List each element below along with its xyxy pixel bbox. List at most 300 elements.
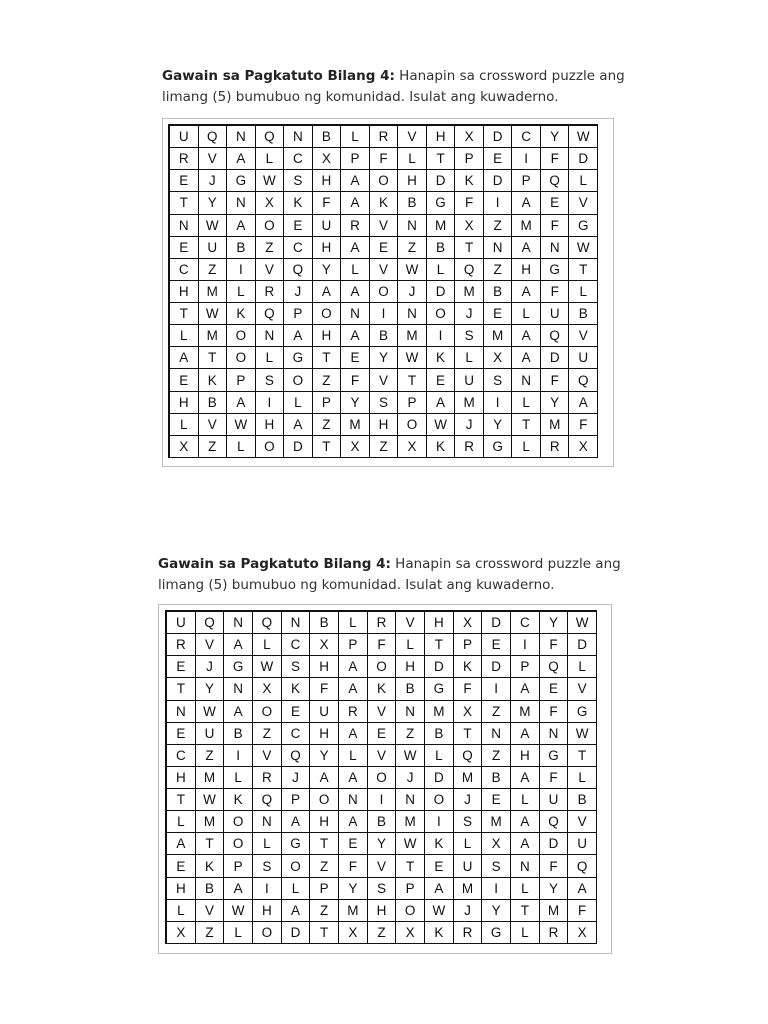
grid-cell: L xyxy=(568,767,597,789)
grid-cell: I xyxy=(511,634,540,656)
grid-cell: Y xyxy=(199,192,228,214)
grid-cell: A xyxy=(511,811,540,833)
grid-cell: O xyxy=(398,414,427,436)
grid-cell: N xyxy=(284,126,313,148)
grid-cell: P xyxy=(310,878,339,900)
grid-cell: O xyxy=(256,215,285,237)
grid-cell: Z xyxy=(398,237,427,259)
grid-cell: V xyxy=(253,745,282,767)
grid-cell: H xyxy=(425,612,454,634)
grid-cell: C xyxy=(282,723,311,745)
grid-cell: I xyxy=(484,392,513,414)
grid-cell: L xyxy=(512,436,541,458)
grid-cell: Y xyxy=(339,878,368,900)
grid-cell: G xyxy=(427,192,456,214)
grid-cell: V xyxy=(370,215,399,237)
grid-cell: R xyxy=(256,281,285,303)
grid-cell: G xyxy=(224,656,253,678)
grid-cell: E xyxy=(425,855,454,877)
grid-cell: J xyxy=(396,767,425,789)
grid-cell: W xyxy=(396,745,425,767)
grid-cell: D xyxy=(427,281,456,303)
grid-cell: Z xyxy=(484,259,513,281)
grid-cell: V xyxy=(368,745,397,767)
grid-cell: P xyxy=(284,303,313,325)
grid-cell: A xyxy=(512,237,541,259)
grid-cell: L xyxy=(398,148,427,170)
grid-cell: F xyxy=(540,701,569,723)
grid-cell: W xyxy=(199,215,228,237)
grid-cell: T xyxy=(396,855,425,877)
grid-cell: T xyxy=(427,148,456,170)
grid-cell: A xyxy=(339,723,368,745)
grid-cell: P xyxy=(396,878,425,900)
grid-cell: X xyxy=(398,436,427,458)
grid-cell: W xyxy=(196,789,225,811)
grid-cell: W xyxy=(227,414,256,436)
grid-cell: O xyxy=(310,789,339,811)
grid-cell: M xyxy=(341,414,370,436)
grid-cell: F xyxy=(540,634,569,656)
grid-cell: H xyxy=(313,237,342,259)
grid-cell: K xyxy=(196,855,225,877)
grid-cell: N xyxy=(511,855,540,877)
grid-cell: G xyxy=(425,678,454,700)
grid-cell: H xyxy=(313,325,342,347)
grid-cell: M xyxy=(482,811,511,833)
grid-cell: A xyxy=(569,392,598,414)
grid-cell: B xyxy=(368,811,397,833)
word-search-grid xyxy=(168,124,598,458)
grid-cell: A xyxy=(284,325,313,347)
grid-cell: W xyxy=(568,612,597,634)
grid-cell: S xyxy=(454,811,483,833)
grid-cell: F xyxy=(541,215,570,237)
grid-cell: H xyxy=(511,745,540,767)
grid-cell: J xyxy=(455,414,484,436)
grid-cell: D xyxy=(425,767,454,789)
grid-cell: Q xyxy=(540,656,569,678)
grid-cell: M xyxy=(396,811,425,833)
grid-cell: N xyxy=(253,811,282,833)
grid-cell: S xyxy=(253,855,282,877)
grid-cell: E xyxy=(284,215,313,237)
grid-cell: U xyxy=(199,237,228,259)
grid-cell: W xyxy=(224,900,253,922)
grid-cell: H xyxy=(398,170,427,192)
grid-cell: C xyxy=(284,237,313,259)
grid-cell: D xyxy=(540,833,569,855)
grid-cell: D xyxy=(541,347,570,369)
grid-cell: Y xyxy=(540,612,569,634)
grid-cell: T xyxy=(398,369,427,391)
grid-cell: A xyxy=(339,656,368,678)
grid-cell: J xyxy=(398,281,427,303)
grid-cell: M xyxy=(196,767,225,789)
grid-cell: X xyxy=(454,612,483,634)
grid-cell: E xyxy=(482,789,511,811)
grid-cell: I xyxy=(427,325,456,347)
grid-cell: Z xyxy=(396,723,425,745)
grid-cell: L xyxy=(170,325,199,347)
grid-cell: G xyxy=(482,922,511,944)
grid-cell: X xyxy=(341,436,370,458)
grid-cell: D xyxy=(282,922,311,944)
grid-cell: L xyxy=(167,900,196,922)
grid-cell: V xyxy=(370,369,399,391)
grid-cell: H xyxy=(427,126,456,148)
grid-cell: P xyxy=(339,634,368,656)
grid-cell: X xyxy=(569,436,598,458)
grid-cell: L xyxy=(427,259,456,281)
grid-cell: L xyxy=(569,170,598,192)
grid-cell: L xyxy=(341,259,370,281)
grid-cell: H xyxy=(396,656,425,678)
grid-cell: X xyxy=(568,922,597,944)
grid-cell: Y xyxy=(484,414,513,436)
grid-cell: A xyxy=(427,392,456,414)
grid-cell: U xyxy=(313,215,342,237)
grid-cell: A xyxy=(339,678,368,700)
grid-cell: O xyxy=(313,303,342,325)
grid-cell: F xyxy=(541,148,570,170)
grid-cell: K xyxy=(454,656,483,678)
grid-cell: C xyxy=(512,126,541,148)
grid-cell: T xyxy=(455,237,484,259)
grid-cell: U xyxy=(454,855,483,877)
grid-cell: E xyxy=(370,237,399,259)
grid-cell: A xyxy=(341,325,370,347)
grid-cell: A xyxy=(512,347,541,369)
grid-cell: Y xyxy=(310,745,339,767)
grid-cell: O xyxy=(396,900,425,922)
grid-cell: T xyxy=(568,745,597,767)
grid-cell: L xyxy=(425,745,454,767)
grid-cell: O xyxy=(253,922,282,944)
grid-cell: T xyxy=(454,723,483,745)
grid-cell: W xyxy=(396,833,425,855)
grid-cell: Q xyxy=(256,126,285,148)
grid-cell: U xyxy=(170,126,199,148)
grid-cell: T xyxy=(170,303,199,325)
grid-cell: L xyxy=(256,347,285,369)
grid-cell: N xyxy=(512,369,541,391)
grid-cell: H xyxy=(310,811,339,833)
grid-cell: T xyxy=(199,347,228,369)
grid-cell: W xyxy=(569,237,598,259)
grid-cell: K xyxy=(427,347,456,369)
grid-cell: S xyxy=(284,170,313,192)
grid-cell: F xyxy=(541,281,570,303)
grid-cell: Z xyxy=(199,436,228,458)
grid-cell: M xyxy=(199,325,228,347)
grid-cell: E xyxy=(339,833,368,855)
grid-cell: V xyxy=(569,325,598,347)
grid-cell: Q xyxy=(455,259,484,281)
grid-cell: V xyxy=(396,612,425,634)
grid-cell: Q xyxy=(569,369,598,391)
grid-cell: Z xyxy=(368,922,397,944)
grid-cell: O xyxy=(425,789,454,811)
grid-cell: A xyxy=(224,701,253,723)
grid-cell: A xyxy=(284,414,313,436)
grid-cell: G xyxy=(227,170,256,192)
grid-cell: Y xyxy=(313,259,342,281)
grid-cell: R xyxy=(540,922,569,944)
grid-cell: T xyxy=(310,833,339,855)
grid-cell: S xyxy=(256,369,285,391)
grid-cell: I xyxy=(368,789,397,811)
grid-cell: A xyxy=(512,281,541,303)
grid-cell: P xyxy=(398,392,427,414)
grid-cell: Z xyxy=(256,237,285,259)
grid-cell: L xyxy=(511,789,540,811)
grid-cell: X xyxy=(256,192,285,214)
instruction-text: Hanapin sa crossword puzzle ang xyxy=(394,68,625,84)
grid-cell: N xyxy=(482,723,511,745)
grid-cell: M xyxy=(541,414,570,436)
grid-cell: A xyxy=(568,878,597,900)
grid-cell: K xyxy=(284,192,313,214)
grid-cell: A xyxy=(310,767,339,789)
grid-cell: K xyxy=(370,192,399,214)
grid-cell: L xyxy=(455,347,484,369)
grid-cell: K xyxy=(224,789,253,811)
grid-cell: B xyxy=(196,878,225,900)
grid-cell: E xyxy=(541,192,570,214)
grid-cell: N xyxy=(398,215,427,237)
grid-cell: V xyxy=(256,259,285,281)
instruction-line-2: limang (5) bumubuo ng komunidad. Isulat ang kuwaderno. xyxy=(162,89,559,105)
grid-cell: M xyxy=(398,325,427,347)
grid-cell: Z xyxy=(196,745,225,767)
grid-cell: A xyxy=(341,281,370,303)
grid-cell: O xyxy=(227,325,256,347)
grid-cell: M xyxy=(339,900,368,922)
grid-cell: E xyxy=(482,634,511,656)
grid-cell: F xyxy=(310,678,339,700)
grid-cell: E xyxy=(167,855,196,877)
grid-cell: L xyxy=(511,922,540,944)
grid-cell: T xyxy=(167,678,196,700)
grid-cell: L xyxy=(227,281,256,303)
grid-cell: R xyxy=(370,126,399,148)
grid-cell: Y xyxy=(540,878,569,900)
grid-cell: Q xyxy=(568,855,597,877)
grid-cell: T xyxy=(313,347,342,369)
grid-cell: N xyxy=(541,237,570,259)
grid-cell: V xyxy=(568,678,597,700)
instruction-text: Hanapin sa crossword puzzle ang xyxy=(390,556,621,572)
grid-cell: N xyxy=(398,303,427,325)
grid-cell: E xyxy=(167,723,196,745)
grid-cell: P xyxy=(224,855,253,877)
grid-cell: L xyxy=(512,303,541,325)
grid-cell: C xyxy=(282,634,311,656)
grid-cell: T xyxy=(310,922,339,944)
grid-cell: A xyxy=(341,170,370,192)
grid-cell: N xyxy=(170,215,199,237)
grid-cell: Y xyxy=(541,126,570,148)
grid-cell: M xyxy=(425,701,454,723)
grid-cell: X xyxy=(396,922,425,944)
grid-cell: L xyxy=(284,392,313,414)
grid-cell: B xyxy=(425,723,454,745)
grid-cell: K xyxy=(455,170,484,192)
grid-cell: L xyxy=(339,612,368,634)
grid-cell: Q xyxy=(253,789,282,811)
grid-cell: P xyxy=(341,148,370,170)
grid-cell: G xyxy=(284,347,313,369)
grid-cell: H xyxy=(167,878,196,900)
grid-cell: R xyxy=(167,634,196,656)
grid-cell: W xyxy=(398,347,427,369)
grid-cell: M xyxy=(455,392,484,414)
grid-cell: A xyxy=(170,347,199,369)
grid-cell: B xyxy=(199,392,228,414)
grid-cell: E xyxy=(427,369,456,391)
grid-cell: O xyxy=(370,170,399,192)
grid-cell: Y xyxy=(541,392,570,414)
grid-cell: Q xyxy=(454,745,483,767)
grid-cell: L xyxy=(253,833,282,855)
grid-cell: H xyxy=(370,414,399,436)
grid-cell: Z xyxy=(313,369,342,391)
grid-cell: G xyxy=(282,833,311,855)
grid-cell: H xyxy=(167,767,196,789)
grid-cell: N xyxy=(167,701,196,723)
grid-cell: S xyxy=(455,325,484,347)
grid-cell: Q xyxy=(253,612,282,634)
grid-cell: C xyxy=(284,148,313,170)
grid-cell: F xyxy=(370,148,399,170)
grid-cell: A xyxy=(341,192,370,214)
grid-cell: F xyxy=(540,855,569,877)
grid-cell: X xyxy=(454,701,483,723)
grid-cell: B xyxy=(569,303,598,325)
grid-cell: T xyxy=(512,414,541,436)
grid-cell: C xyxy=(170,259,199,281)
grid-cell: B xyxy=(313,126,342,148)
grid-cell: A xyxy=(224,634,253,656)
grid-cell: V xyxy=(196,900,225,922)
grid-cell: S xyxy=(368,878,397,900)
grid-cell: A xyxy=(512,192,541,214)
grid-cell: O xyxy=(368,767,397,789)
grid-cell: F xyxy=(313,192,342,214)
grid-cell: O xyxy=(224,811,253,833)
grid-cell: V xyxy=(370,259,399,281)
grid-cell: I xyxy=(482,678,511,700)
grid-cell: A xyxy=(511,767,540,789)
grid-cell: N xyxy=(224,678,253,700)
grid-cell: H xyxy=(170,281,199,303)
grid-cell: F xyxy=(568,900,597,922)
grid-cell: B xyxy=(482,767,511,789)
grid-cell: S xyxy=(370,392,399,414)
grid-cell: W xyxy=(256,170,285,192)
grid-cell: V xyxy=(199,414,228,436)
grid-cell: B xyxy=(224,723,253,745)
grid-cell: N xyxy=(282,612,311,634)
grid-cell: U xyxy=(568,833,597,855)
grid-cell: O xyxy=(284,369,313,391)
grid-cell: Y xyxy=(370,347,399,369)
grid-cell: U xyxy=(455,369,484,391)
grid-cell: Q xyxy=(541,325,570,347)
grid-cell: V xyxy=(196,634,225,656)
grid-cell: L xyxy=(454,833,483,855)
grid-cell: I xyxy=(482,878,511,900)
grid-cell: X xyxy=(482,833,511,855)
grid-cell: C xyxy=(511,612,540,634)
grid-cell: L xyxy=(512,392,541,414)
grid-cell: Z xyxy=(199,259,228,281)
grid-cell: U xyxy=(569,347,598,369)
grid-cell: M xyxy=(199,281,228,303)
grid-cell: R xyxy=(368,612,397,634)
grid-cell: A xyxy=(282,900,311,922)
grid-cell: I xyxy=(484,192,513,214)
activity-title: Gawain sa Pagkatuto Bilang 4: xyxy=(162,68,395,84)
grid-cell: M xyxy=(455,281,484,303)
grid-cell: O xyxy=(368,656,397,678)
grid-cell: X xyxy=(167,922,196,944)
grid-cell: Q xyxy=(541,170,570,192)
grid-cell: O xyxy=(227,347,256,369)
grid-cell: V xyxy=(199,148,228,170)
grid-cell: H xyxy=(368,900,397,922)
grid-cell: A xyxy=(282,811,311,833)
grid-cell: I xyxy=(370,303,399,325)
grid-cell: H xyxy=(313,170,342,192)
grid-cell: B xyxy=(484,281,513,303)
grid-cell: G xyxy=(540,745,569,767)
grid-cell: C xyxy=(167,745,196,767)
grid-cell: W xyxy=(425,900,454,922)
grid-cell: U xyxy=(540,789,569,811)
grid-cell: M xyxy=(512,215,541,237)
grid-cell: J xyxy=(282,767,311,789)
grid-cell: K xyxy=(425,833,454,855)
grid-cell: M xyxy=(511,701,540,723)
grid-cell: Y xyxy=(482,900,511,922)
grid-cell: L xyxy=(224,922,253,944)
grid-cell: N xyxy=(339,789,368,811)
grid-cell: J xyxy=(199,170,228,192)
grid-cell: T xyxy=(313,436,342,458)
grid-cell: T xyxy=(511,900,540,922)
grid-cell: N xyxy=(396,789,425,811)
grid-cell: M xyxy=(484,325,513,347)
grid-cell: G xyxy=(541,259,570,281)
grid-cell: Z xyxy=(482,745,511,767)
grid-cell: Q xyxy=(196,612,225,634)
grid-cell: Y xyxy=(341,392,370,414)
grid-cell: W xyxy=(569,126,598,148)
grid-cell: E xyxy=(167,656,196,678)
grid-cell: E xyxy=(170,170,199,192)
grid-cell: L xyxy=(282,878,311,900)
grid-cell: Q xyxy=(540,811,569,833)
grid-cell: F xyxy=(455,192,484,214)
grid-cell: P xyxy=(227,369,256,391)
grid-cell: W xyxy=(196,701,225,723)
grid-cell: I xyxy=(256,392,285,414)
grid-cell: D xyxy=(427,170,456,192)
grid-cell: L xyxy=(568,656,597,678)
grid-cell: N xyxy=(256,325,285,347)
